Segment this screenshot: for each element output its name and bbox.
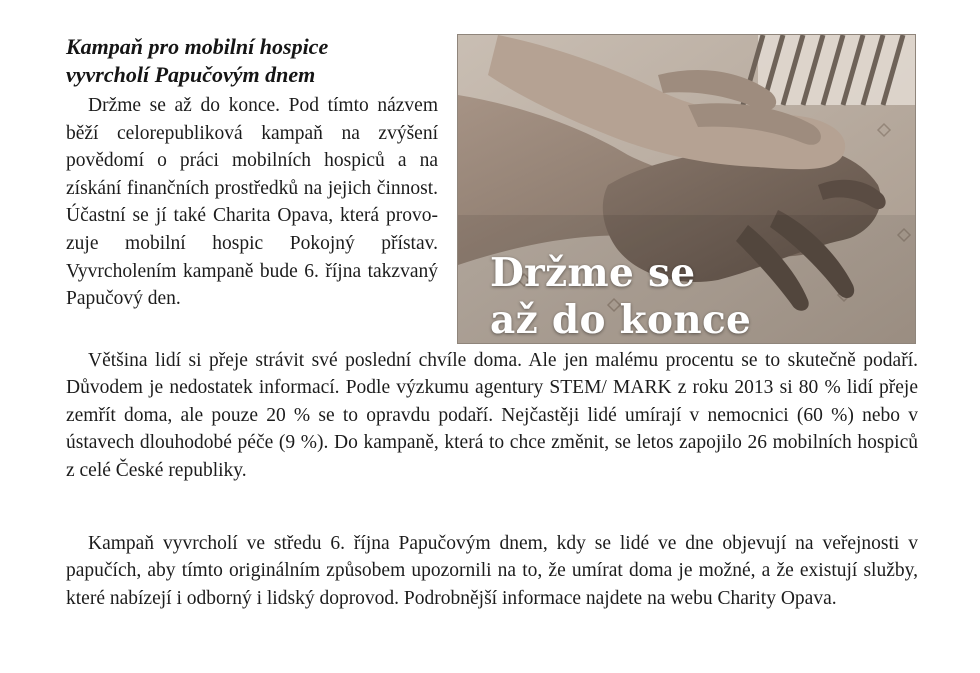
- paragraph-1: Držme se až do konce. Pod tímto názvem běží celorepubliková kampaň na zvýšení povědomí o práci mobilních hospiců a na získání finančních prostředků na jejich činnost. Účastní se jí také Charita Opava, která provozuje mobilní hospic Pokojný přístav. Vyvrcholením kampaně bude 6. října takzvaný Papučový den.: [66, 95, 438, 310]
- caption-line-2: až do konce: [490, 297, 752, 343]
- paragraph-2: Většina lidí si přeje strávit své poslední chvíle doma. Ale jen malému procentu se to skutečně podaří. Důvodem je nedostatek informací. Podle výzkumu agentury STEM/ MARK z roku 2013 si 80 % lidí přeje zemřít doma, ale pouze 20 % se to opravdu podaří. Nejčastěji lidé umírají v nemocnici (60 %) nebo v ústavech dlouhodobé péče (9 %). Do kampaně, která to chce změnit, se letos zapojilo 26 mobilních hospiců z celé České republiky.: [66, 350, 918, 481]
- article-headline: [66, 33, 446, 89]
- photo-caption: [490, 250, 751, 344]
- headline-line-1: Kampaň pro mobilní hospice: [66, 34, 329, 59]
- caption-line-1: Držme se: [490, 250, 696, 296]
- headline-line-2: vyvrcholí Papučovým dnem: [66, 62, 316, 87]
- paragraph-3: Kampaň vyvrcholí ve středu 6. října Papučovým dnem, kdy se lidé ve dne objevují na veřejnosti v papučích, aby tímto originálním způsobem upozornili na to, že umírat doma je možné, a že existují služby, které nabízejí i odborný i lidský doprovod. Podrobnější informace najdete na webu Charity Opava.: [66, 533, 918, 609]
- campaign-photo: [457, 34, 916, 344]
